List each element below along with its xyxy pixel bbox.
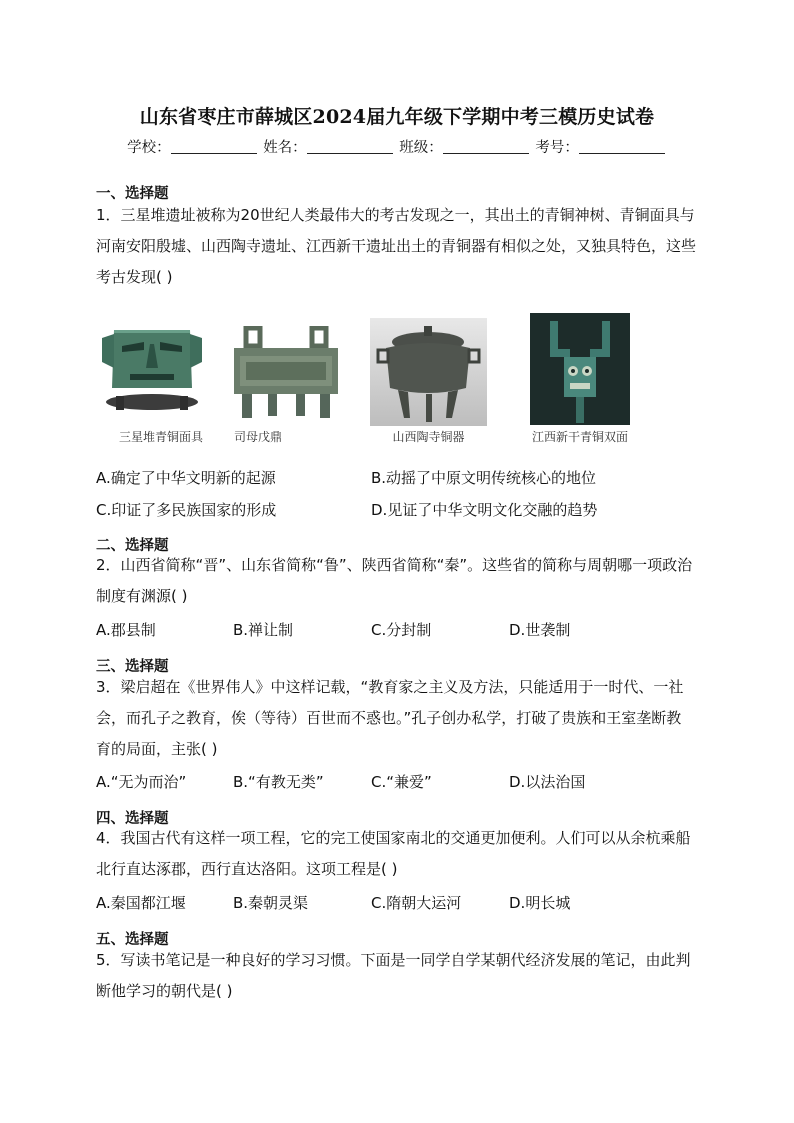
- exam-number-blank[interactable]: [579, 139, 665, 154]
- exam-number-label: 考号：: [535, 140, 579, 156]
- class-blank[interactable]: [443, 139, 529, 154]
- sanxingdui-bronze-mask-image: [96, 318, 208, 416]
- taosi-bronze-image: [370, 318, 487, 426]
- q4-option-a[interactable]: A.秦国都江堰: [96, 894, 186, 912]
- q1-option-d[interactable]: D.见证了中华文明文化交融的趋势: [371, 501, 598, 519]
- q1-option-c[interactable]: C.印证了多民族国家的形成: [96, 501, 277, 519]
- q4-option-d[interactable]: D.明长城: [509, 894, 571, 912]
- q4-option-b[interactable]: B.秦朝灵渠: [233, 894, 309, 912]
- question-3-text: 3．梁启超在《世界伟人》中这样记载，“教育家之主义及方法，只能适用于一时代、一社会，而孔子之教育，俟（等待）百世而不惑也。”孔子创办私学，打破了贵族和王室垄断教育的局面，主张( ): [96, 678, 684, 758]
- school-label: 学校：: [127, 140, 171, 156]
- section-heading-1: 一、选择题: [96, 186, 169, 202]
- q2-option-a[interactable]: A.郡县制: [96, 621, 156, 639]
- student-info-line: [0, 136, 794, 157]
- q2-option-c[interactable]: C.分封制: [371, 621, 432, 639]
- question-1-text: 1．三星堆遗址被称为20世纪人类最伟大的考古发现之一，其出土的青铜神树、青铜面具与河南安阳殷墟、山西陶寺遗址、江西新干遗址出土的青铜器有相似之处，又独具特色，这些考古发现( ): [96, 206, 697, 286]
- q2-option-d[interactable]: D.世袭制: [509, 621, 571, 639]
- question-2-text: 2．山西省简称“晋”、山东省简称“鲁”、陕西省简称“秦”。这些省的简称与周朝哪一项政治制度有渊源( ): [96, 556, 693, 605]
- section-heading-5: 五、选择题: [96, 932, 169, 948]
- section-heading-4: 四、选择题: [96, 811, 169, 827]
- name-blank[interactable]: [307, 139, 393, 154]
- xingan-double-face-bronze-image: [530, 313, 630, 425]
- q3-option-c[interactable]: C.“兼爱”: [371, 773, 432, 791]
- school-blank[interactable]: [171, 139, 257, 154]
- figure-caption-1: 三星堆青铜面具: [118, 430, 203, 444]
- name-label: 姓名：: [263, 140, 307, 156]
- q2-option-b[interactable]: B.禅让制: [233, 621, 294, 639]
- figure-caption-4: 江西新干青铜双面: [531, 430, 628, 444]
- section-heading-2: 二、选择题: [96, 538, 169, 554]
- figure-caption-2: 司母戊鼎: [233, 430, 282, 444]
- class-label: 班级：: [399, 140, 443, 156]
- simuwu-ding-image: [228, 326, 344, 420]
- q4-option-c[interactable]: C.隋朝大运河: [371, 894, 462, 912]
- page-title: 山东省枣庄市薛城区2024届九年级下学期中考三模历史试卷: [139, 106, 655, 128]
- figure-caption-3: 山西陶寺铜器: [392, 430, 465, 444]
- q1-option-b[interactable]: B.动摇了中原文明传统核心的地位: [371, 469, 597, 487]
- question-4-text: 4．我国古代有这样一项工程，它的完工使国家南北的交通更加便利。人们可以从余杭乘船北行直达涿郡，西行直达洛阳。这项工程是( ): [96, 829, 691, 878]
- q1-option-a[interactable]: A.确定了中华文明新的起源: [96, 469, 276, 487]
- q3-option-a[interactable]: A.“无为而治”: [96, 773, 187, 791]
- question-5-text: 5．写读书笔记是一种良好的学习习惯。下面是一同学自学某朝代经济发展的笔记，由此判断他学习的朝代是( ): [96, 951, 691, 1000]
- section-heading-3: 三、选择题: [96, 659, 169, 675]
- q3-option-b[interactable]: B.“有教无类”: [233, 773, 324, 791]
- q3-option-d[interactable]: D.以法治国: [509, 773, 586, 791]
